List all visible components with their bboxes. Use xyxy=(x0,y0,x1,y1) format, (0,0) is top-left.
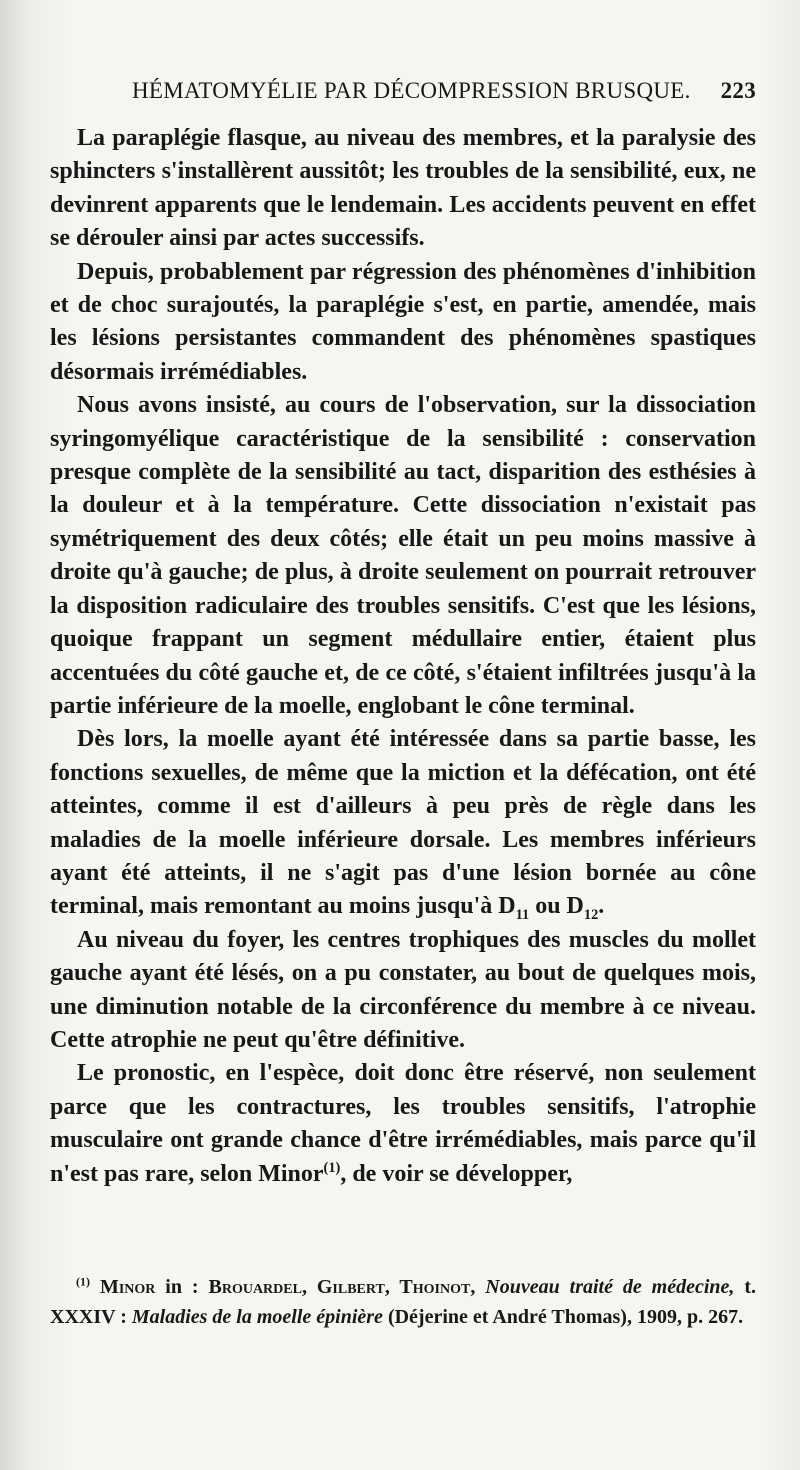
paragraph-5: Au niveau du foyer, les centres trophiques des muscles du mollet gauche ayant été lésés, on a pu constater, au bout de quelques mois, une diminution notable de la circonférence du membre à ce niveau. Cette atrophie ne peut qu'être définitive. xyxy=(50,926,756,1053)
paragraph-3: Nous avons insisté, au cours de l'observation, sur la dissociation syringomyélique caractéristique de la sensibilité : conservation presque complète de la sensibilité au tact, disparition des esthésies à la douleur et à la température. Cette dissociation n'existait pas symétriquement des deux côtés; elle était un peu moins massive à droite qu'à gauche; de plus, à droite seulement on pourrait retrouver la disposition radiculaire des troubles sensitifs. C'est que les lésions, quoique frappant un segment médullaire entier, étaient plus accentuées du côté gauche et, de ce côté, s'étaient infiltrées jusqu'à la partie inférieure de la moelle, englobant le cône terminal. xyxy=(50,392,756,719)
subscript-d12: 12 xyxy=(583,907,599,924)
paragraph-6-end: , de voir se développer, xyxy=(340,1160,573,1187)
footnote-1 xyxy=(50,1272,756,1332)
subscript-d11: 11 xyxy=(515,907,530,924)
body-text xyxy=(50,122,756,1191)
footnote-editors: Brouardel, Gilbert, Thoinot, xyxy=(208,1276,476,1298)
paragraph-4-end: . xyxy=(598,893,605,920)
footnote-author: Minor xyxy=(99,1276,156,1298)
page-header xyxy=(132,78,756,112)
paragraph-2: Depuis, probablement par régression des phénomènes d'inhibition et de choc surajoutés, la paraplégie s'est, en partie, amendée, mais les lésions persistantes commandent des phénomènes spastiques désormais irrémédiables. xyxy=(50,258,756,385)
footnote-marker: (1) xyxy=(76,1274,90,1289)
paragraph-4-mid: ou D xyxy=(529,893,584,920)
footnote-tome: t. XXXIV : xyxy=(50,1276,757,1328)
paragraph-4 xyxy=(50,723,756,923)
footnotes xyxy=(50,1272,756,1332)
paragraph-1: La paraplégie flasque, au niveau des membres, et la paralysie des sphincters s'installèrent aussitôt; les troubles de la sensibilité, eux, ne devinrent apparents que le lendemain. Les accidents peuvent en effet se dérouler ainsi par actes successifs. xyxy=(50,125,756,252)
paragraph-4-text: Dès lors, la moelle ayant été intéressée dans sa partie basse, les fonctions sexuelles, de même que la miction et la défécation, ont été atteintes, comme il est d'ailleurs à peu près de règle dans les maladies de la moelle inférieure dorsale. Les membres inférieurs ayant été atteints, il ne s'agit pas d'une lésion bornée au cône terminal, mais remontant au moins jusqu'à D xyxy=(50,726,756,920)
footnote-rest: (Déjerine et André Thomas), 1909, p. 267. xyxy=(382,1306,744,1328)
footnote-in: in : xyxy=(155,1276,209,1298)
paragraph-6-text: Le pronostic, en l'espèce, doit donc être réservé, non seulement parce que les contractures, les troubles sensitifs, l'atrophie musculaire ont grande chance d'être irrémédiables, mais parce qu'il n'est pas rare, selon Minor xyxy=(50,1060,756,1187)
running-title: HÉMATOMYÉLIE PAR DÉCOMPRESSION BRUSQUE. xyxy=(132,78,691,103)
footnote-volume: Maladies de la moelle épinière xyxy=(131,1306,383,1328)
footnote-work: Nouveau traité de médecine, xyxy=(485,1276,735,1298)
page-number: 223 xyxy=(720,78,756,103)
paragraph-6 xyxy=(50,1057,756,1191)
footnote-reference: (1) xyxy=(323,1159,341,1176)
